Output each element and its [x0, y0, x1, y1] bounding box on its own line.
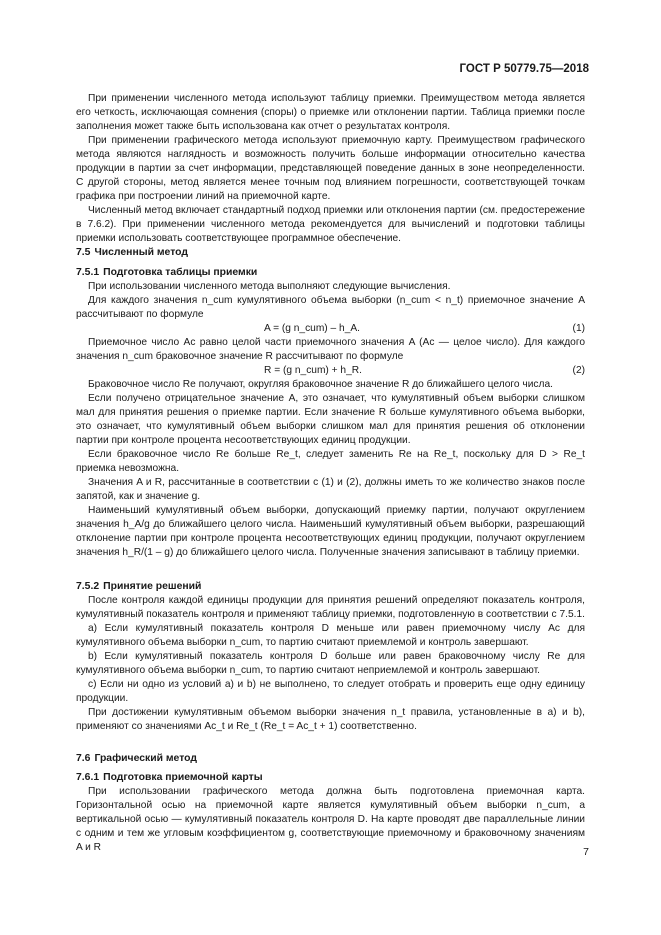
section-number: 7.6.1: [76, 772, 100, 783]
paragraph: При применении численного метода используют таблицу приемки. Преимуществом метода является его четкость, исключающая сомнения (споры) о приемке или отклонении партии. Таблица приемки после заполнения может также быть использована как отчет о результатах контроля.: [76, 93, 585, 132]
formula-expression: A = (g n_cum) – h_A.: [264, 323, 360, 334]
list-item: b) Если кумулятивный показатель контроля D больше или равен браковочному числу Re для кумулятивного объема выборки n_cum, то партию считают неприемлемой и контроль завершают.: [76, 651, 585, 676]
list-item: а) Если кумулятивный показатель контроля D меньше или равен приемочному числу Ac для кумулятивного объема выборки n_cum, то партию считают приемлемой и контроль завершают.: [76, 623, 585, 648]
section-7-6-1: [76, 771, 585, 855]
formula-number: (1): [572, 323, 585, 334]
formula-2: [76, 364, 585, 378]
page-number: 7: [583, 846, 589, 858]
paragraph: Для каждого значения n_cum кумулятивного объема выборки (n_cum < n_t) приемочное значение A рассчитывают по формуле: [76, 295, 585, 320]
paragraph: При достижении кумулятивным объемом выборки значения n_t правила, установленные в а) и b), применяют со значениями Ac_t и Re_t (Re_t = Ac_t + 1) соответственно.: [76, 707, 585, 732]
section-number: 7.5.1: [76, 267, 100, 278]
section-7-6-heading: [76, 752, 585, 766]
section-7-5-1: [76, 266, 585, 560]
list-item: с) Если ни одно из условий а) и b) не выполнено, то следует отобрать и проверить еще одну единицу продукции.: [76, 679, 585, 704]
paragraph: Если браковочное число Re больше Re_t, следует заменить Re на Re_t, поскольку для D > Re_t приемка невозможна.: [76, 449, 585, 474]
section-number: 7.6: [76, 753, 91, 764]
section-title: Подготовка приемочной карты: [103, 772, 263, 783]
formula-1: [76, 322, 585, 336]
paragraph: При применении графического метода используют приемочную карту. Преимуществом графического метода являются наглядность и возможность получить больше информации относительно качества продукции в партии за счет информации, представляющей поведение данных в зоне неопределенности. С другой стороны, метод является менее точным под влиянием погрешности, соответствующей точкам графика при построении линий на приемочной карте.: [76, 135, 585, 202]
paragraph: При использовании численного метода выполняют следующие вычисления.: [88, 281, 451, 292]
section-title: Графический метод: [94, 753, 197, 764]
formula-expression: R = (g n_cum) + h_R.: [264, 365, 362, 376]
formula-number: (2): [572, 365, 585, 376]
paragraph: Браковочное число Re получают, округляя браковочное значение R до ближайшего целого числа.: [88, 379, 553, 390]
paragraph: Наименьший кумулятивный объем выборки, допускающий приемку партии, получают округлением значения h_A/g до ближайшего целого числа. Наименьший кумулятивный объем выборки, разрешающий отклонение партии при контроле процента несоответствующих единиц продукции, получают округлением значения h_R/(1 – g) до ближайшего целого числа. Полученные значения записывают в таблицу приемки.: [76, 505, 585, 558]
section-title: Подготовка таблицы приемки: [103, 267, 258, 278]
section-title: Принятие решений: [103, 581, 202, 592]
section-7-5-2: [76, 580, 585, 734]
section-7-5-heading: [76, 246, 585, 260]
paragraph: После контроля каждой единицы продукции для принятия решений определяют показатель контроля, кумулятивный показатель контроля и применяют таблицу приемки, подготовленную в соответствии с 7.5.1.: [76, 595, 585, 620]
paragraph: При использовании графического метода должна быть подготовлена приемочная карта. Горизонтальной осью на приемочной карте является кумулятивный объем выборки n_cum, а вертикальной осью — кумулятивный показатель контроля D. На карте проводят две параллельные линии с одним и тем же угловым коэффициентом g, соответствующие приемочному и браковочному значениям A и R: [76, 786, 585, 853]
paragraph: Значения A и R, рассчитанные в соответствии с (1) и (2), должны иметь то же количество знаков после запятой, как и значение g.: [76, 477, 585, 502]
section-title: Численный метод: [94, 247, 188, 258]
paragraph: Если получено отрицательное значение A, это означает, что кумулятивный объем выборки слишком мал для принятия решения о приемке партии. Если значение R больше кумулятивного объема выборки, это означает, что кумулятивный объем выборки слишком мал для принятия решения об отклонении партии при контроле процента несоответствующих единиц продукции.: [76, 393, 585, 446]
document-header: ГОСТ Р 50779.75—2018: [459, 63, 589, 75]
intro-block: [76, 92, 585, 246]
section-number: 7.5: [76, 247, 91, 258]
section-number: 7.5.2: [76, 581, 100, 592]
paragraph: Численный метод включает стандартный подход приемки или отклонения партии (см. предостережение в 7.6.2). При применении численного метода рекомендуется для вычислений и подготовки таблицы приемки использовать соответствующее программное обеспечение.: [76, 205, 585, 244]
paragraph: Приемочное число Ac равно целой части приемочного значения A (Ac — целое число). Для каждого значения n_cum браковочное значение R рассчитывают по формуле: [76, 337, 585, 362]
